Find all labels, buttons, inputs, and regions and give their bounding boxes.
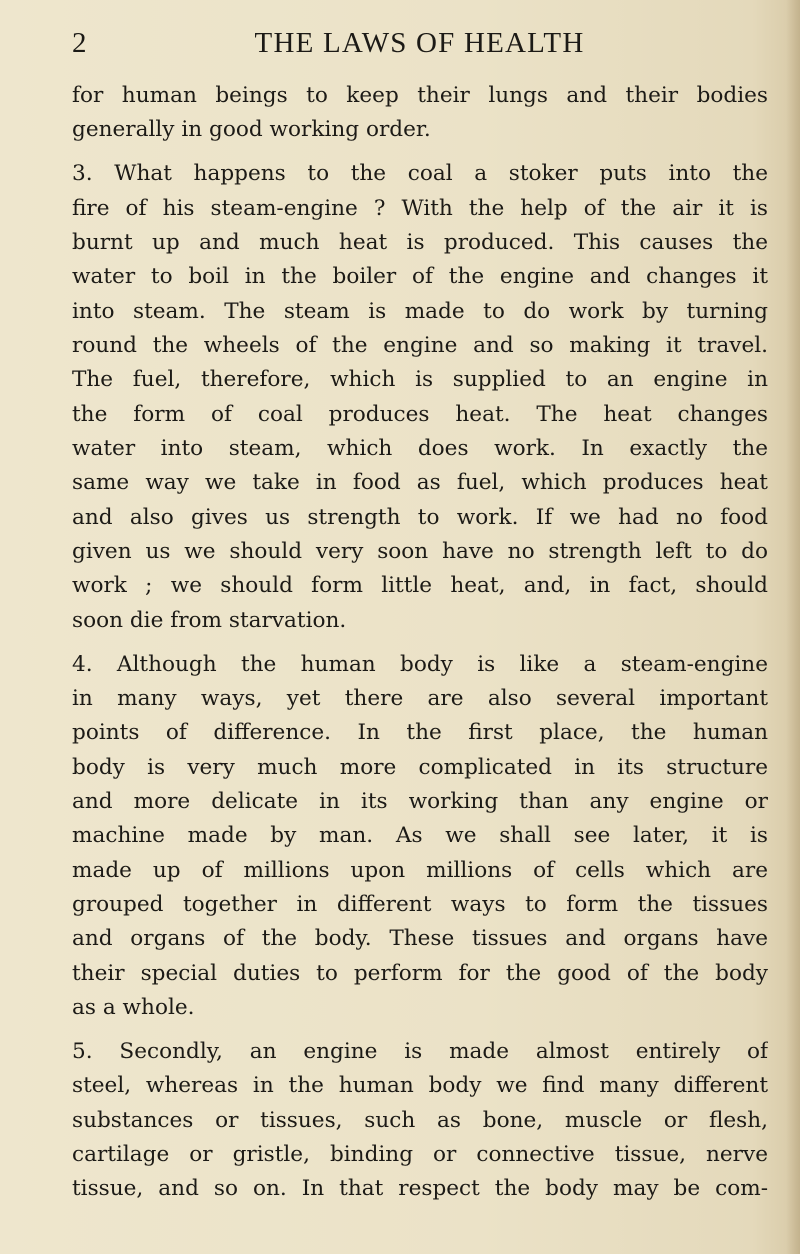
body-text <box>72 79 768 1207</box>
running-head <box>72 27 767 67</box>
paragraph-5 <box>72 1035 768 1207</box>
text-line: 3. What happens to the coal a stoker puts into the <box>72 161 768 187</box>
text-line: the form of coal produces heat. The heat changes <box>72 401 768 427</box>
text-line: The fuel, therefore, which is supplied to an engine in <box>72 367 768 393</box>
text-line: grouped together in different ways to form the tissues <box>72 892 768 918</box>
text-line: tissue, and so on. In that respect the body may be com- <box>72 1176 768 1202</box>
paragraph-continuation <box>72 79 768 148</box>
text-line: body is very much more complicated in its structure <box>72 754 768 780</box>
text-line: their special duties to perform for the good of the body <box>72 960 768 986</box>
paragraph-3 <box>72 157 768 638</box>
text-line: and organs of the body. These tissues and organs have <box>72 926 768 952</box>
text-line: soon die from starvation. <box>72 607 347 633</box>
text-line: made up of millions upon millions of cells which are <box>72 857 768 883</box>
text-line: work ; we should form little heat, and, in fact, should <box>72 573 768 599</box>
text-line: burnt up and much heat is produced. This causes the <box>72 229 768 255</box>
text-line: machine made by man. As we shall see later, it is <box>72 823 768 849</box>
paragraph-4 <box>72 648 768 1026</box>
text-line: fire of his steam-engine ? With the help of the air it is <box>72 195 768 221</box>
text-line: given us we should very soon have no strength left to do <box>72 539 768 565</box>
text-line: round the wheels of the engine and so making it travel. <box>72 333 768 358</box>
text-line: substances or tissues, such as bone, muscle or flesh, <box>72 1107 768 1133</box>
text-line: in many ways, yet there are also several important <box>72 686 768 712</box>
text-line: generally in good working order. <box>72 117 431 143</box>
text-line: steel, whereas in the human body we find many different <box>72 1073 768 1099</box>
text-line: and also gives us strength to work. If we had no food <box>72 504 768 530</box>
running-title: THE LAWS OF HEALTH <box>254 27 585 59</box>
text-line: as a whole. <box>72 995 195 1021</box>
text-line: points of difference. In the first place, the human <box>72 720 768 746</box>
text-line: water into steam, which does work. In exactly the <box>72 436 768 462</box>
page-number: 2 <box>72 27 88 59</box>
text-line: 5. Secondly, an engine is made almost entirely of <box>72 1039 768 1065</box>
text-line: water to boil in the boiler of the engine and changes it <box>72 264 768 290</box>
text-line: into steam. The steam is made to do work by turning <box>72 298 768 324</box>
text-line: same way we take in food as fuel, which produces heat <box>72 470 768 496</box>
page-edge-shadow <box>786 0 800 1254</box>
text-line: 4. Although the human body is like a steam-engine <box>72 651 768 677</box>
text-line: cartilage or gristle, binding or connective tissue, nerve <box>72 1142 768 1168</box>
text-line: for human beings to keep their lungs and their bodies <box>72 83 768 108</box>
text-line: and more delicate in its working than any engine or <box>72 789 768 815</box>
